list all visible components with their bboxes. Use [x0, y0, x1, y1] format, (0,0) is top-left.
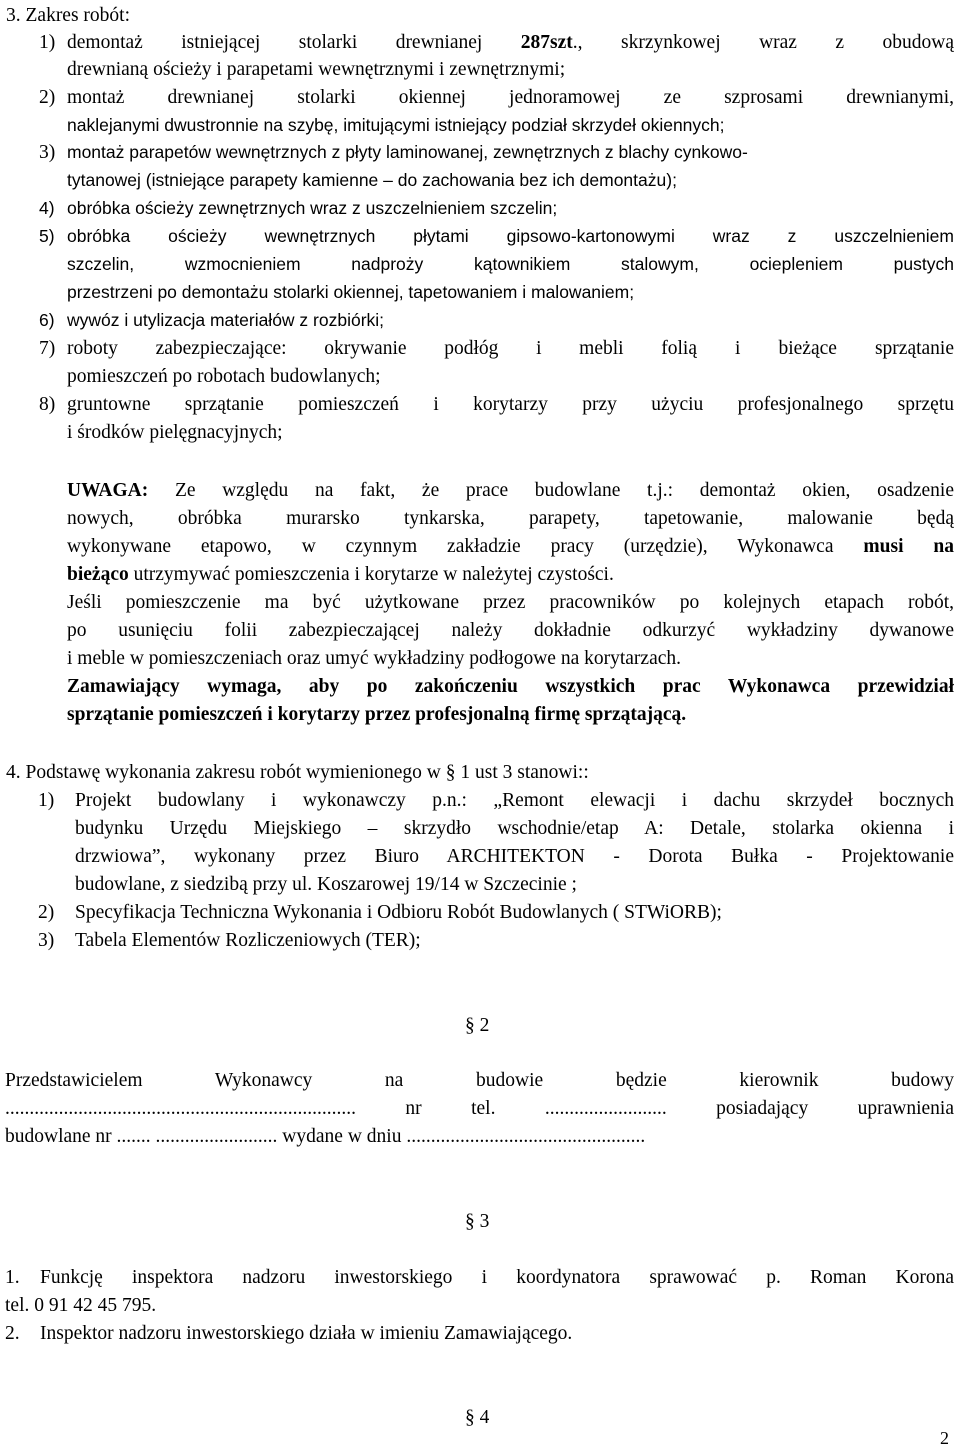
item-number: 1): [38, 790, 55, 811]
item-number: 3): [38, 930, 55, 951]
list-item-line: demontaż istniejącej stolarki drewnianej 287szt., skrzynkowej wraz z obudową: [67, 32, 954, 53]
item-number: 2): [39, 87, 56, 108]
list-item-line: wywóz i utylizacja materiałów z rozbiórki;: [67, 310, 385, 330]
page-number: 2: [940, 1428, 949, 1448]
notice-line: i meble w pomieszczeniach oraz umyć wykładziny podłogowe na korytarzach.: [67, 648, 682, 669]
paragraph-2-heading: § 2: [465, 1015, 490, 1036]
list-item-line: szczelin, wzmocnieniem nadproży kątownikiem stalowym, ociepleniem pustych: [67, 254, 954, 274]
paragraph-2-line: ........................................................................ nr tel. ......................... posiadający uprawnienia: [5, 1098, 954, 1119]
notice-line: UWAGA: Ze względu na fakt, że prace budowlane t.j.: demontaż okien, osadzenie: [67, 480, 954, 501]
list-item-line: i bieżące sprzątanie: [735, 338, 954, 359]
item-number: 1.: [5, 1267, 20, 1288]
list-item-line: naklejanymi dwustronnie na szybę, imitującymi istniejący podział skrzydeł okiennych;: [67, 115, 725, 135]
paragraph-4-heading: § 4: [465, 1407, 490, 1428]
item-number: 8): [39, 394, 56, 415]
list-item-line: obróbka ościeży zewnętrznych wraz z uszczelnieniem szczelin;: [67, 198, 558, 218]
section-3-title: 3. Zakres robót:: [6, 5, 131, 26]
notice-line: po usunięciu folii zabezpieczającej należy dokładnie odkurzyć wykładziny dywanowe: [67, 620, 954, 641]
list-item-line: i środków pielęgnacyjnych;: [67, 422, 283, 443]
notice-label: UWAGA:: [67, 480, 149, 501]
quantity-highlight: 287szt: [520, 32, 573, 53]
notice-bold-line: sprzątanie pomieszczeń i korytarzy przez profesjonalną firmę sprzątającą.: [67, 704, 687, 725]
paragraph-2-line: budowlane nr ....... ......................... wydane w dniu .................................................: [5, 1126, 646, 1147]
list-item-line: montaż parapetów wewnętrznych z płyty laminowanej, zewnętrznych z blachy cynkowo-: [67, 142, 748, 162]
list-item-line: Tabela Elementów Rozliczeniowych (TER);: [75, 930, 421, 951]
item-number: 2): [38, 902, 55, 923]
list-item-line: Specyfikacja Techniczna Wykonania i Odbioru Robót Budowlanych ( STWiORB);: [75, 902, 722, 923]
list-item-line: przestrzeni po demontażu stolarki okiennej, tapetowaniem i malowaniem;: [67, 282, 635, 302]
list-item-line: drzwiowa”, wykonany przez Biuro ARCHITEKTON - Dorota Bułka - Projektowanie: [75, 846, 954, 867]
notice-line: nowych, obróbka murarsko tynkarska, parapety, tapetowanie, malowanie będą: [67, 508, 954, 529]
list-item-line: budynku Urzędu Miejskiego – skrzydło wschodnie/etap A: Detale, stolarka okienna i: [75, 818, 954, 839]
paragraph-3-line: Funkcję inspektora nadzoru inwestorskiego i koordynatora sprawować p. Roman Korona: [40, 1267, 954, 1288]
item-number: 3): [39, 142, 56, 163]
list-item-line: obróbka ościeży wewnętrznych płytami gipsowo-kartonowymi wraz z uszczelnieniem: [67, 226, 954, 246]
paragraph-3-line: Inspektor nadzoru inwestorskiego działa w imieniu Zamawiającego.: [40, 1323, 573, 1344]
notice-line: wykonywane etapowo, w czynnym zakładzie pracy (urzędzie), Wykonawca musi na: [67, 536, 954, 557]
list-item-line: drewnianą ościeży i parapetami wewnętrznymi i zewnętrznymi;: [67, 59, 566, 80]
list-item-line: budowlane, z siedzibą przy ul. Koszarowej 19/14 w Szczecinie ;: [75, 874, 577, 895]
list-item-line: pomieszczeń po robotach budowlanych;: [67, 366, 381, 387]
notice-line: Jeśli pomieszczenie ma być użytkowane przez pracowników po kolejnych etapach robót,: [67, 592, 954, 613]
list-item-line: montaż drewnianej stolarki okiennej jednoramowej ze szprosami drewnianymi,: [67, 87, 954, 108]
notice-line: bieżąco utrzymywać pomieszczenia i korytarze w należytej czystości.: [67, 564, 614, 585]
item-number: 1): [39, 32, 56, 53]
item-number: 2.: [5, 1323, 20, 1344]
list-item-line: tytanowej (istniejące parapety kamienne – do zachowania bez ich demontażu);: [67, 170, 677, 190]
list-item-line: roboty zabezpieczające: okrywanie podłóg i mebli folią: [67, 338, 697, 359]
list-item-line: gruntowne sprzątanie pomieszczeń i korytarzy przy użyciu profesjonalnego sprzętu: [67, 394, 954, 415]
paragraph-3-line: tel. 0 91 42 45 795.: [5, 1295, 157, 1316]
item-number: 7): [39, 338, 56, 359]
paragraph-2-line: Przedstawicielem Wykonawcy na budowie będzie kierownik budowy: [5, 1070, 954, 1091]
item-number: 5): [39, 226, 55, 246]
paragraph-3-heading: § 3: [465, 1211, 490, 1232]
item-number: 6): [39, 310, 55, 330]
item-number: 4): [39, 198, 55, 218]
list-item-line: Projekt budowlany i wykonawczy p.n.: „Remont elewacji i dachu skrzydeł bocznych: [75, 790, 954, 811]
section-4-title: 4. Podstawę wykonania zakresu robót wymienionego w § 1 ust 3 stanowi::: [6, 762, 589, 783]
notice-bold-line: Zamawiający wymaga, aby po zakończeniu wszystkich prac Wykonawca przewidział: [67, 676, 954, 697]
